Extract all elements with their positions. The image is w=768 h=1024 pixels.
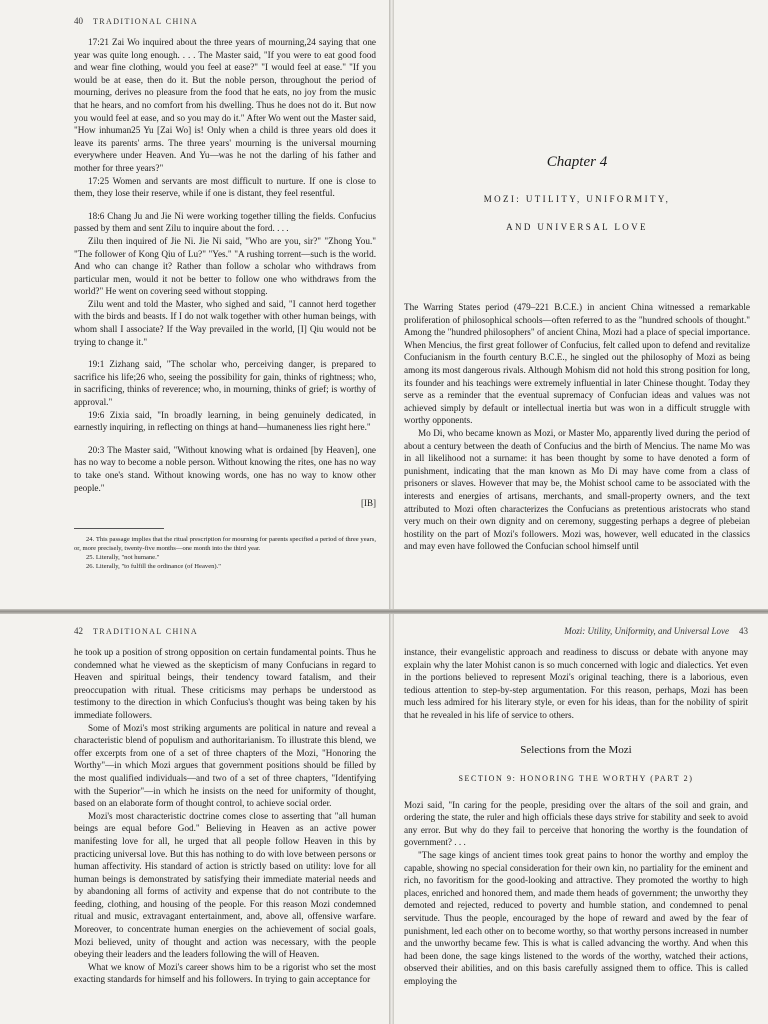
mo-di-paragraph: Mo Di, who became known as Mozi, or Master Mo, apparently lived during the period of about a century between the death of Confucius and the birth of Mencius. The name Mo was in all likelihood not a surname: it has been thought by some to have denoted a form of punishment, indicating that the man known as Mo Di may have come from a class of prisoners or slaves. However that may be, the Mohist school came to be associated with the interests and energies of artisans, merchants, and small-property owners, and the text attributed to Mozi often characterizes the Confucians as pretentious aristocrats who stand very much on their own dignity and on ceremony, suggesting perhaps a degree of plebeian hostility on the part of Mozi's followers. Mozi was, however, well educated in the classics and may even have followed the Confucian school himself until bbox=[404, 427, 750, 552]
running-head-title-43: Mozi: Utility, Uniformity, and Universal Love bbox=[564, 626, 729, 636]
p42-paragraph-3: Mozi's most characteristic doctrine comes close to asserting that "all human beings are equal before God." Believing in Heaven as an active power manifesting love for all, he urged that all people follow Heaven in this by practicing universal love. But this has nothing to do with love between persons or human affectivity. His standard of action is strictly based on utility: love for all human beings is demonstrated by satisfying their immediate material needs and by abandoning all forms of activity and expense that do not contribute to the feeding, clothing, and housing of the people. For this reason Mozi condemned ritual and music, extravagant entertainment, and, above all, offensive warfare. Moreover, to concentrate human energies on the achievement of social goals, Mozi believed, unity of thought and action was necessary, with the people obeying their leaders and the leaders following the will of Heaven. bbox=[74, 810, 376, 960]
p42-paragraph-1: he took up a position of strong opposition on certain fundamental points. Thus he condemned what he viewed as the skepticism of many Confucians in regard to Heaven and spiritual beings, their tendency toward fatalism, and their preoccupation with ritual. These criticisms may perhaps be understood as testimony to the direction in which Confucius's thought was being taken by his immediate followers. bbox=[74, 647, 376, 720]
page-43 bbox=[392, 612, 768, 1024]
running-head-title-40: TRADITIONAL CHINA bbox=[93, 17, 199, 26]
page-number-40: 40 bbox=[74, 16, 83, 26]
footnote-25: 25. Literally, "not humane." bbox=[86, 554, 160, 562]
analects-18-6-cont1: Zilu then inquired of Jie Ni. Jie Ni said, "Who are you, sir?" "Zhong You." "The follower of Kong Qiu of Lu?" "Yes." "A rushing torrent—such is the world. And who can change it? Rather than follow a scholar who withdraws from particular men, would it not be better to follow one who withdraws from the world?" He went on covering seed without stopping. bbox=[74, 235, 376, 297]
selections-heading: Selections from the Mozi bbox=[520, 743, 632, 756]
sage-kings-paragraph: "The sage kings of ancient times took great pains to honor the worthy and employ the capable, showing no special consideration for their own kin, no partiality for the eminent and rich, no favoritism for the good-looking and attractive. They promoted the worthy to high places, enriched and honored them, and made them heads of government; the unworthy they demoted and rejected, reduced to poverty and humble station, and condemned to penal servitude. Thus the people, encouraged by the hope of reward and awed by the fear of punishment, led each other on to become worthy, so that worthy persons increased in number and the unworthy became few. This is what is called advancing the worthy. And when this had been done, the sage kings listened to the words of the worthy, watched their actions, observed their abilities, and on this basis carefully assigned them to office. This is called employing the bbox=[404, 849, 748, 986]
analects-17-25: 17:25 Women and servants are most difficult to nurture. If one is close to them, they lose their reserve, while if one is distant, they feel resentful. bbox=[74, 175, 376, 199]
page-number-43: 43 bbox=[739, 626, 748, 636]
chapter-intro-paragraph: The Warring States period (479–221 B.C.E.) in ancient China witnessed a remarkable proliferation of philosophical schools—often referred to as the "hundred schools of thought." Among the "hundred philosophers" of ancient China, Mozi had a place of special importance. When Mencius, the first great follower of Confucius, felt called upon to defend and revitalize Confucianism in the fourth century B.C.E., he singled out the philosophy of Mozi as being among its most dangerous rivals. Although Mohism did not hold this strong position for long, its founder and his teachings were extremely influential in later Chinese thought. Today they serve as a reminder that the eventual supremacy of Confucian ideas and values was not achieved simply by default or intellectual inertia but was won in a difficult struggle with worthy opponents. bbox=[404, 302, 750, 426]
chapter-title-line1: MOZI: UTILITY, UNIFORMITY, bbox=[483, 194, 671, 204]
book-gutter bbox=[389, 0, 394, 1024]
chapter-title-line2: AND UNIVERSAL LOVE bbox=[506, 222, 648, 232]
analects-18-6-cont2: Zilu went and told the Master, who sighed and said, "I cannot herd together with the birds and beasts. If I do not walk together with other human beings, with whom shall I associate? If the Way prevailed in the world, [I] Qiu would not be trying to change it." bbox=[74, 298, 376, 347]
chapter-body bbox=[404, 301, 750, 553]
page-40 bbox=[0, 0, 392, 612]
analects-19-6: 19:6 Zixia said, "In broadly learning, in being genuinely dedicated, in earnestly inquiring, in reflecting on things at hand—humaneness lies right here." bbox=[74, 409, 376, 433]
mozi-said-paragraph: Mozi said, "In caring for the people, presiding over the altars of the soil and grain, and ordering the state, the ruler and high officials these days strive for stability and seek to avoid any error. But why do they fail to perceive that honoring the worthy is the foundation of government? . . . bbox=[404, 799, 748, 848]
translator-attribution: [IB] bbox=[361, 498, 376, 509]
running-head-42 bbox=[74, 626, 376, 636]
footnote-26: 26. Literally, "to fulfill the ordinance (of Heaven)." bbox=[86, 563, 221, 571]
p42-paragraph-4: What we know of Mozi's career shows him to be a rigorist who set the most exacting standards for himself and his followers. In trying to gain acceptance for bbox=[74, 961, 376, 985]
running-head-title-42: TRADITIONAL CHINA bbox=[93, 627, 199, 636]
footnote-rule bbox=[74, 528, 164, 529]
running-head-40 bbox=[74, 16, 376, 26]
running-head-43 bbox=[404, 626, 748, 636]
page-seam bbox=[0, 609, 768, 614]
page-number-42: 42 bbox=[74, 626, 83, 636]
p43-intro-paragraph: instance, their evangelistic approach and readiness to discuss or debate with anyone may explain why the later Mohist canon is so much concerned with logic and dialectics. Yet even in the portions believed to represent Mozi's original teaching, there is a laborious, even tedious attention to step-by-step argumentation. For this reason, perhaps, Mozi has been much less admired for his literary style, or even for his ideas, than for the nobility of spirit that he revealed in his life of service to others. bbox=[404, 647, 748, 720]
analects-17-21: 17:21 Zai Wo inquired about the three years of mourning,24 saying that one year was quite long enough. . . . The Master said, "If you were to eat good food and wear fine clothing, would you feel at ease?" "I would feel at ease." "If you would be at ease, then do it. But the noble person, throughout the period of mourning, derives no pleasure from the food that he eats, no joy from the music that he hears, and no comfort from his dwelling. Thus he does not do it. But now you would feel at ease, and so you may do it." After Wo went out the Master said, "How inhuman25 Yu [Zai Wo] is! Only when a child is three years old does it leave its parents' arms. The three years' mourning is the universal mourning everywhere under Heaven. And Yu—was he not the darling of his father and mother for three years?" bbox=[74, 37, 376, 173]
footnote-24: 24. This passage implies that the ritual prescription for mourning for parents specified a period of three years, or, more precisely, twenty-five months—one month into the third year. bbox=[74, 536, 376, 553]
chapter-label: Chapter 4 bbox=[546, 154, 608, 170]
analects-20-3: 20:3 The Master said, "Without knowing what is ordained [by Heaven], one has no way to become a noble person. Without knowing the rites, one has no way to take one's stand. Without knowing words, one has no way to know other people." bbox=[74, 444, 376, 493]
analects-19-1: 19:1 Zizhang said, "The scholar who, perceiving danger, is prepared to sacrifice his life;26 who, seeing the possibility for gain, thinks of rightness; who, in sacrificing, thinks of reverence; who, in mourning, thinks of grief; is worthy of approval." bbox=[74, 359, 376, 408]
page-42 bbox=[0, 612, 392, 1024]
section-heading: SECTION 9: HONORING THE WORTHY (PART 2) bbox=[458, 773, 694, 783]
p42-paragraph-2: Some of Mozi's most striking arguments are political in nature and reveal a characteristic blend of populism and authoritarianism. To illustrate this blend, we offer excerpts from one of a set of three chapters of the Mozi, "Honoring the Worthy"—in which Mozi argues that government positions should be filled by the most qualified individuals—and two of a set of three chapters, "Identifying with the Superior"—in which he insists on the need for uniformity of thought, based on an elaborate form of thought control, to achieve social order. bbox=[74, 722, 376, 809]
analects-18-6: 18:6 Chang Ju and Jie Ni were working together tilling the fields. Confucius passed by them and sent Zilu to inquire about the ford. . . . bbox=[74, 210, 376, 234]
page-41 bbox=[392, 0, 768, 612]
